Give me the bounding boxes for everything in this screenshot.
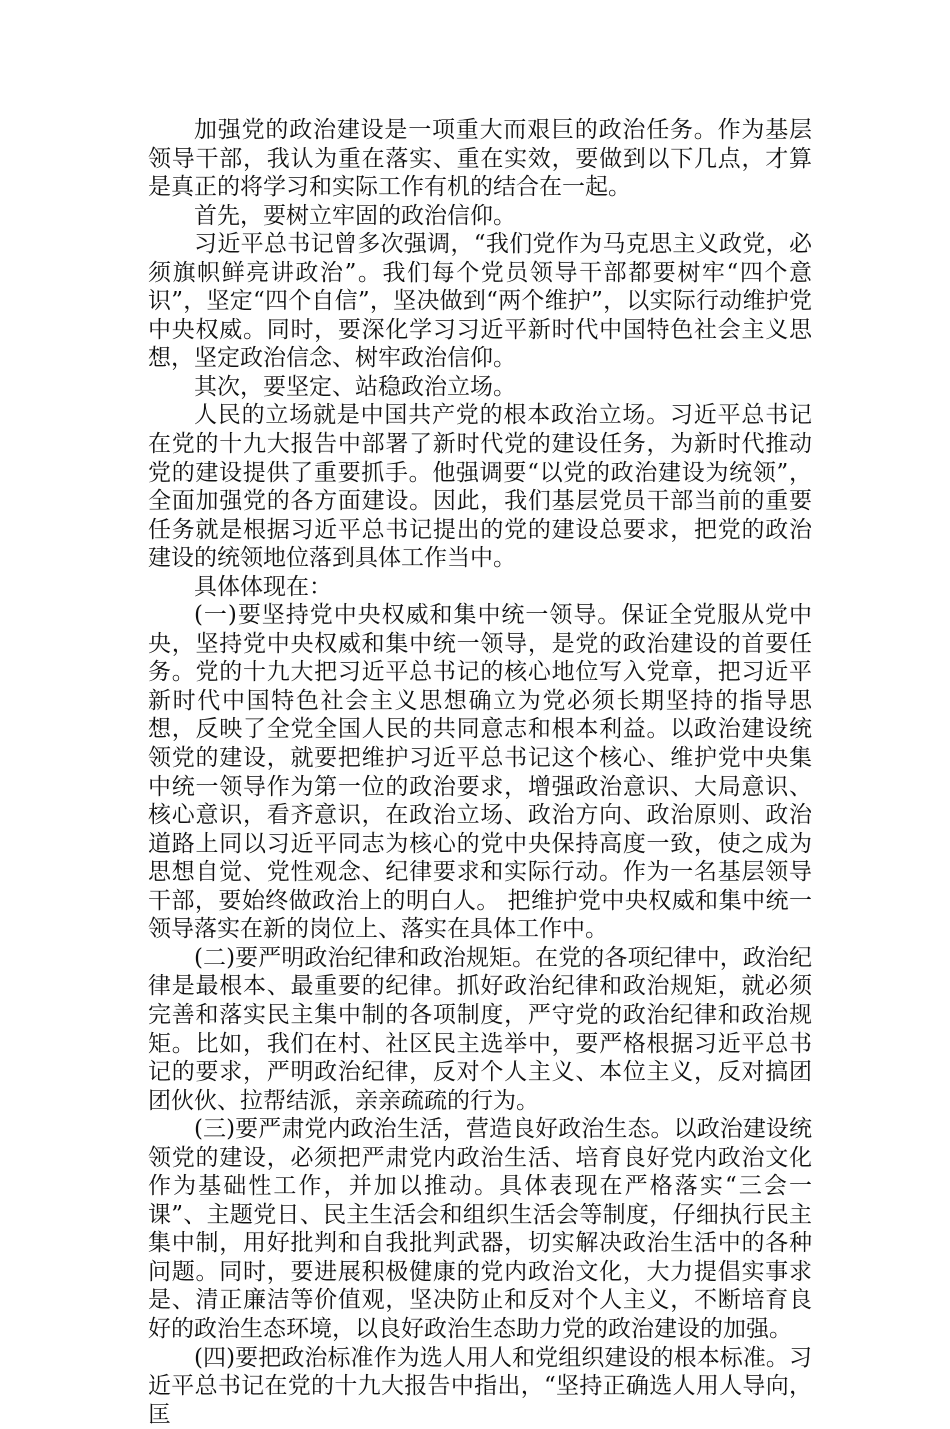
paragraph-political-stance: 人民的立场就是中国共产党的根本政治立场。习近平总书记在党的十九大报告中部署了新时代党的建设任务，为新时代推动党的建设提供了重要抓手。他强调要“以党的政治建设为统领”，全面加强党的各方面建设。因此，我们基层党员干部当前的重要任务就是根据习近平总书记提出的党的建设总要求，把党的政治建设的统领地位落到具体工作当中。 [148,402,812,572]
paragraph-specifics-heading: 具体体现在： [194,573,332,600]
paragraph-second-point-heading: 其次，要坚定、站稳政治立场。 [194,373,516,400]
paragraph-item-two: (二)要严明政治纪律和政治规矩。在党的各项纪律中，政治纪律是最根本、最重要的纪律。抓好政治纪律和政治规矩，就必须完善和落实民主集中制的各项制度，严守党的政治纪律和政治规矩。比如，我们在村、社区民主选举中，要严格根据习近平总书记的要求，严明政治纪律，反对个人主义、本位主义，反对搞团团伙伙、拉帮结派，亲亲疏疏的行为。 [148,944,812,1114]
paragraph-item-three: (三)要严肃党内政治生活，营造良好政治生态。以政治建设统领党的建设，必须把严肃党内政治生活、培育良好党内政治文化作为基础性工作，并加以推动。具体表现在严格落实“三会一课”、主题党日、民主生活会和组织生活会等制度，仔细执行民主集中制，用好批判和自我批判武器，切实解决政治生活中的各种问题。同时，要进展积极健康的党内政治文化，大力提倡实事求是、清正廉洁等价值观，坚决防止和反对个人主义，不断培育良好的政治生态环境，以良好政治生态助力党的政治建设的加强。 [148,1116,812,1342]
paragraph-item-four: (四)要把政治标准作为选人用人和党组织建设的根本标准。习近平总书记在党的十九大报告中指出，“坚持正确选人用人导向，匡 [148,1344,812,1428]
paragraph-item-one: (一)要坚持党中央权威和集中统一领导。保证全党服从党中央，坚持党中央权威和集中统一领导，是党的政治建设的首要任务。党的十九大把习近平总书记的核心地位写入党章，把习近平新时代中国特色社会主义思想确立为党必须长期坚持的指导思想，反映了全党全国人民的共同意志和根本利益。以政治建设统领党的建设，就要把维护习近平总书记这个核心、维护党中央集中统一领导作为第一位的政治要求，增强政治意识、大局意识、核心意识，看齐意识，在政治立场、政治方向、政治原则、政治道路上同以习近平同志为核心的党中央保持高度一致，使之成为思想自觉、党性观念、纪律要求和实际行动。作为一名基层领导干部，要始终做政治上的明白人。 把维护党中央权威和集中统一领导落实在新的岗位上、落实在具体工作中。 [148,602,812,943]
paragraph-first-point-heading: 首先，要树立牢固的政治信仰。 [194,202,516,229]
paragraph-intro: 加强党的政治建设是一项重大而艰巨的政治任务。作为基层领导干部，我认为重在落实、重在实效，要做到以下几点，才算是真正的将学习和实际工作有机的结合在一起。 [148,117,812,201]
document-page [148,116,812,1429]
paragraph-political-belief: 习近平总书记曾多次强调，“我们党作为马克思主义政党，必须旗帜鲜亮讲政治”。我们每个党员领导干部都要树牢“四个意识”，坚定“四个自信”，坚决做到“两个维护”，以实际行动维护党中央权威。同时，要深化学习习近平新时代中国特色社会主义思想，坚定政治信念、树牢政治信仰。 [148,231,812,372]
